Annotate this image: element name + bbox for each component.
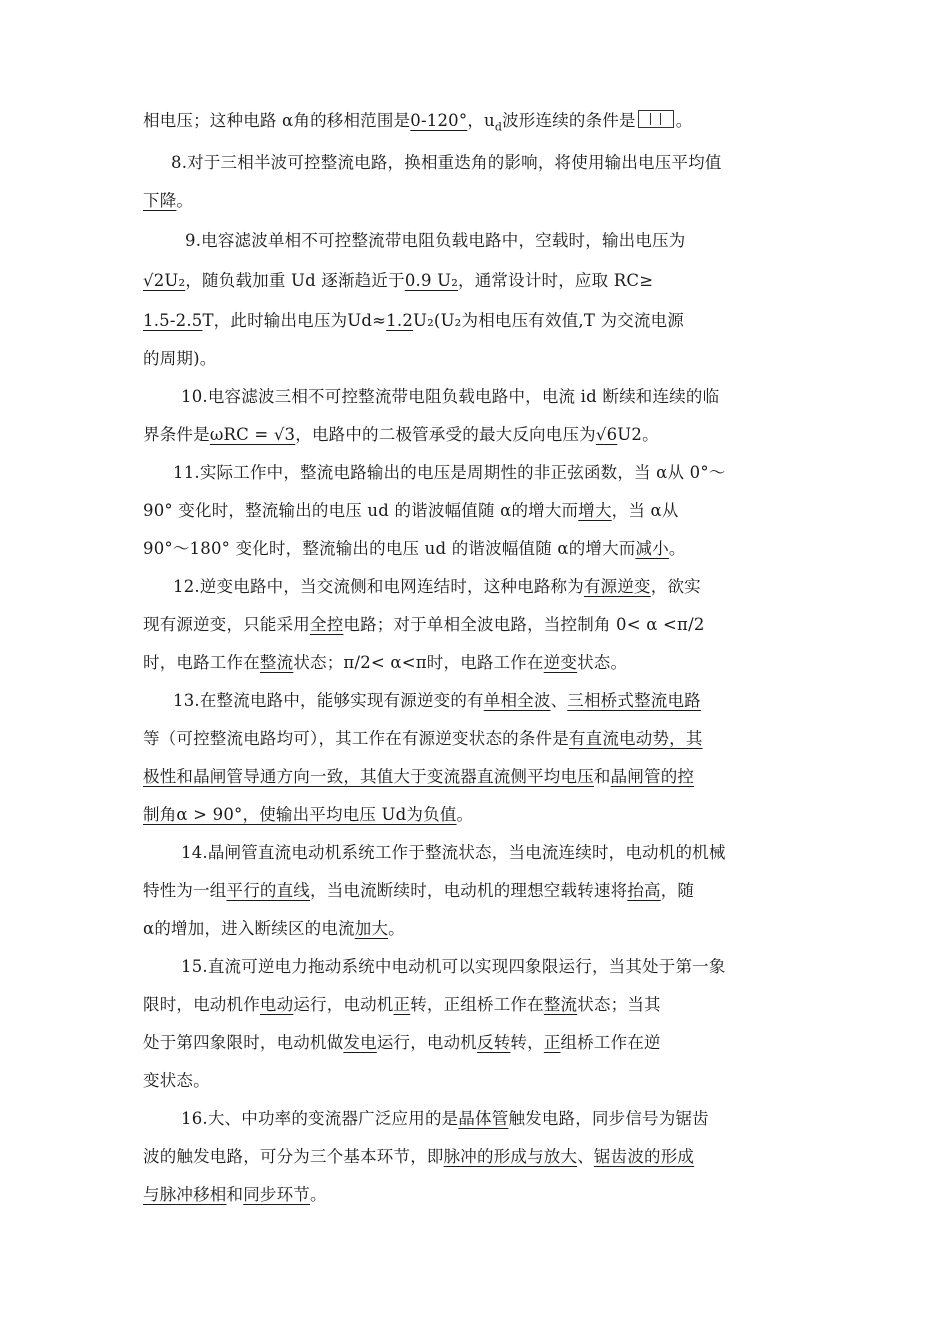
text-line: 90° 变化时，整流输出的电压 ud 的谐波幅值随 α的增大而增大，当 α从 — [143, 501, 679, 520]
text-line: 10.电容滤波三相不可控整流带电阻负载电路中，电流 id 断续和连续的临 — [181, 387, 720, 406]
text-line: √2U₂，随负载加重 Ud 逐渐趋近于0.9 U₂，通常设计时，应取 RC≥ — [143, 271, 654, 290]
text-line: 的周期)。 — [143, 349, 217, 368]
text-line: 13.在整流电路中，能够实现有源逆变的有单相全波、三相桥式整流电路 — [173, 691, 701, 710]
text-line: 制角α > 90°，使输出平均电压 Ud为负值。 — [143, 805, 474, 824]
text-line: 变状态。 — [143, 1071, 210, 1090]
text-line: 11.实际工作中，整流电路输出的电压是周期性的非正弦函数，当 α从 0°～ — [173, 463, 726, 482]
text-line: 等（可控整流电路均可），其工作在有源逆变状态的条件是有直流电动势，其 — [143, 729, 703, 748]
text-line: 界条件是ωRC = √3，电路中的二极管承受的最大反向电压为√6U2。 — [143, 425, 659, 444]
text-line: 90°～180° 变化时，整流输出的电压 ud 的谐波幅值随 α的增大而减小。 — [143, 539, 686, 558]
text-line: 相电压；这种电路 α角的移相范围是0-120°，$u_d$波形连续的条件是 。 — [143, 111, 693, 134]
text-line: 限时，电动机作电动运行，电动机正转，正组桥工作在整流状态；当其 — [143, 995, 661, 1014]
text-line: 下降。 — [143, 191, 194, 210]
text-line: 8.对于三相半波可控整流电路，换相重迭角的影响，将使用输出电压平均值 — [171, 153, 722, 172]
text-line: 与脉冲移相和同步环节。 — [143, 1185, 327, 1204]
text-line: 16.大、中功率的变流器广泛应用的是晶体管触发电路，同步信号为锯齿 — [181, 1109, 709, 1128]
text-line: 9.电容滤波单相不可控整流带电阻负载电路中，空载时，输出电压为 — [185, 231, 686, 250]
text-line: 12.逆变电路中，当交流侧和电网连结时，这种电路称为有源逆变，欲实 — [173, 577, 701, 596]
text-line: 处于第四象限时，电动机做发电运行，电动机反转转，正组桥工作在逆 — [143, 1033, 661, 1052]
text-line: α的增加，进入断续区的电流加大。 — [143, 919, 405, 938]
text-line: 极性和晶闸管导通方向一致，其值大于变流器直流侧平均电压和晶闸管的控 — [143, 767, 695, 786]
text-line: 15.直流可逆电力拖动系统中电动机可以实现四象限运行，当其处于第一象 — [181, 957, 726, 976]
text-line: 现有源逆变，只能采用全控电路；对于单相全波电路，当控制角 0< α <π/2 — [143, 615, 705, 634]
text-line: 波的触发电路，可分为三个基本环节，即脉冲的形成与放大、锯齿波的形成 — [143, 1147, 695, 1166]
text-line: 14.晶闸管直流电动机系统工作于整流状态，当电流连续时，电动机的机械 — [181, 843, 726, 862]
text-line: 时，电路工作在整流状态；π/2< α<π时，电路工作在逆变状态。 — [143, 653, 628, 672]
text-line: 1.5-2.5T，此时输出电压为Ud≈1.2U₂(U₂为相电压有效值,T 为交流电源 — [143, 311, 684, 330]
text-line: 特性为一组平行的直线，当电流断续时，电动机的理想空载转速将抬高，随 — [143, 881, 695, 900]
formula-image — [638, 110, 674, 128]
